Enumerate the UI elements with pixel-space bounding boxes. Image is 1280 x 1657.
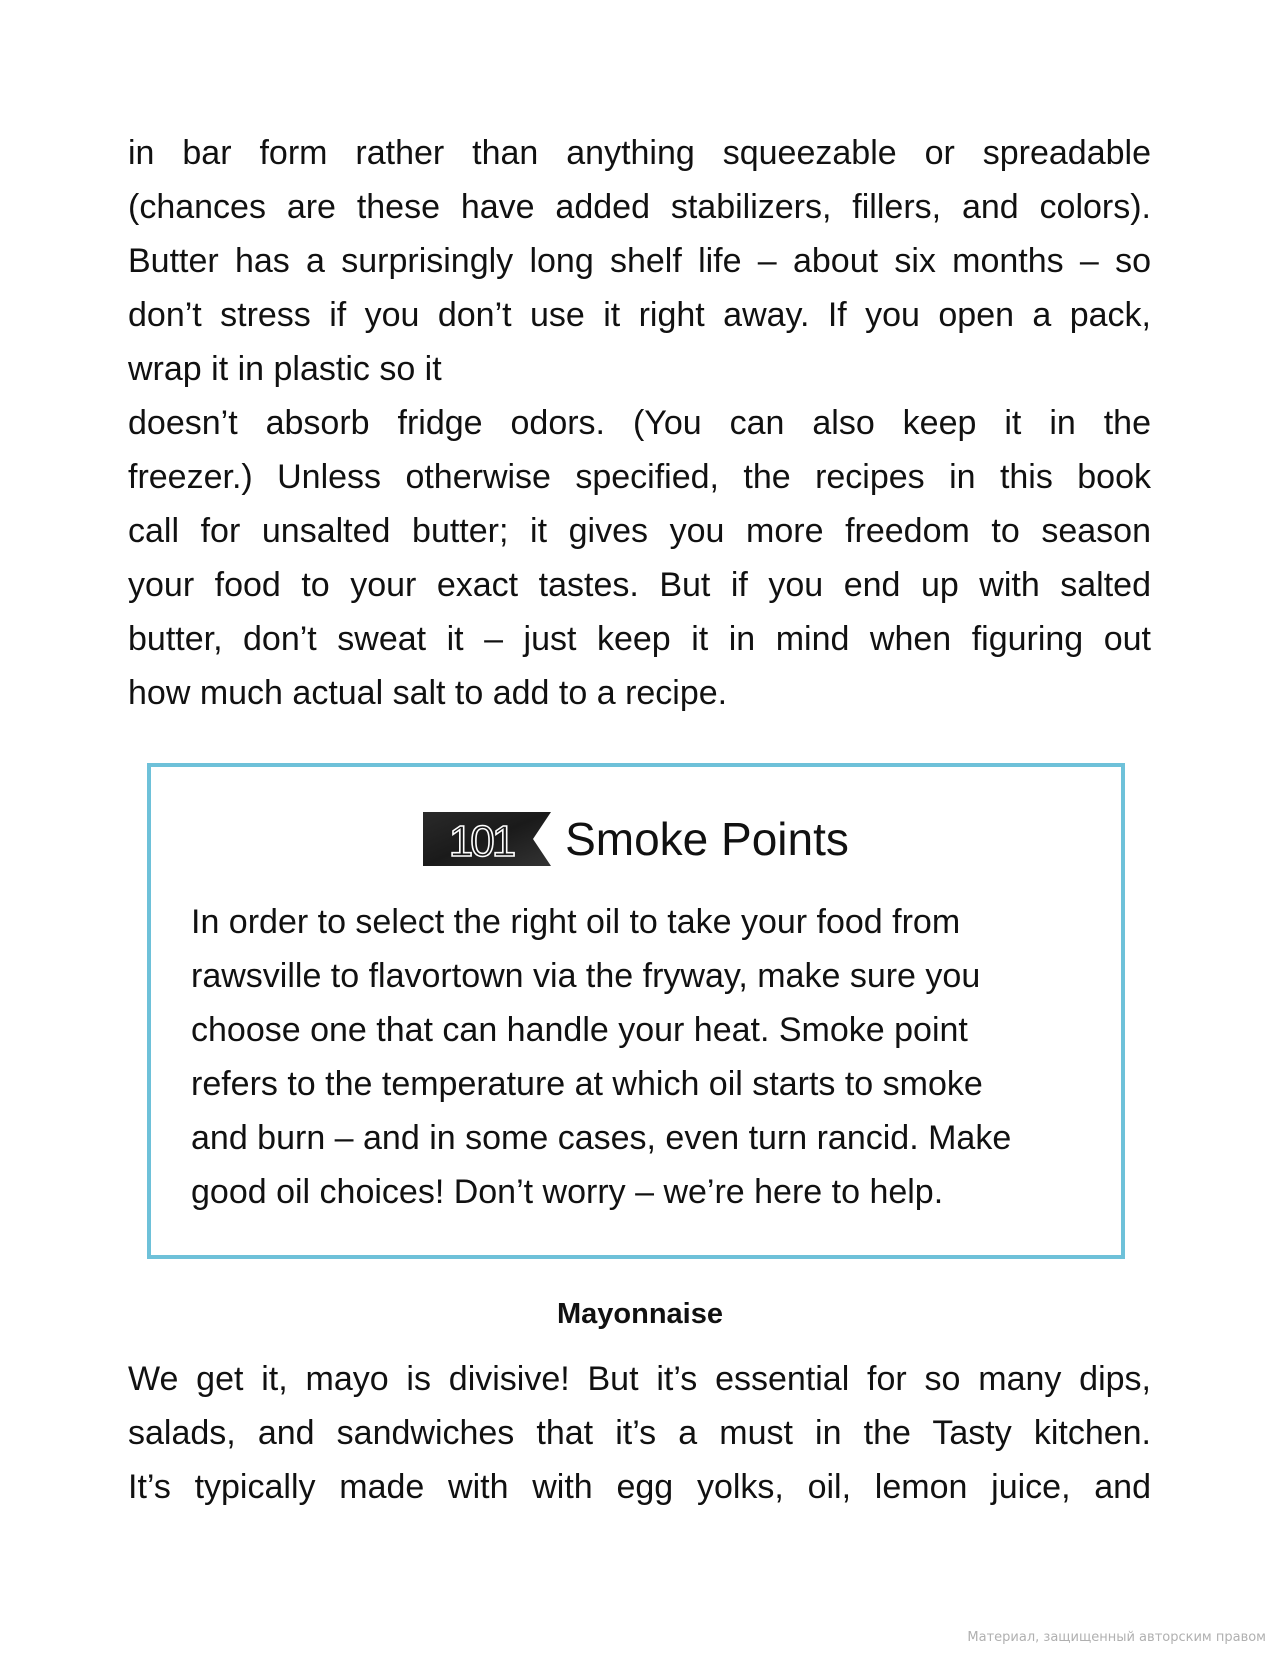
- copyright-watermark: Материал, защищенный авторским правом: [967, 1630, 1266, 1645]
- text-line: (chances are these have added stabilizers, fillers, and colors).: [128, 188, 1151, 226]
- section-heading: Mayonnaise: [557, 1298, 723, 1330]
- text-line: choose one that can handle your heat. Smoke point: [191, 1011, 968, 1049]
- sidebar-text: [191, 895, 1071, 1219]
- butter-paragraph: [128, 126, 1151, 720]
- 101-badge-icon: [423, 812, 551, 866]
- text-line: rawsville to flavortown via the fryway, make sure you: [191, 957, 981, 995]
- text-line: in bar form rather than anything squeezable or spreadable: [128, 134, 1151, 172]
- text-line: don’t stress if you don’t use it right away. If you open a pack,: [128, 296, 1151, 334]
- text-line: how much actual salt to add to a recipe.: [128, 674, 728, 712]
- text-line: We get it, mayo is divisive! But it’s essential for so many dips,: [128, 1360, 1151, 1398]
- text-line: salads, and sandwiches that it’s a must in the Tasty kitchen.: [128, 1414, 1151, 1452]
- smoke-points-sidebar: [147, 763, 1125, 1259]
- sidebar-heading: [151, 811, 1121, 867]
- text-line: In order to select the right oil to take your food from: [191, 903, 961, 941]
- text-line: freezer.) Unless otherwise specified, the recipes in this book: [128, 458, 1151, 496]
- text-line: refers to the temperature at which oil starts to smoke: [191, 1065, 983, 1103]
- text-line: wrap it in plastic so it: [128, 350, 442, 388]
- text-line: butter, don’t sweat it – just keep it in mind when figuring out: [128, 620, 1151, 658]
- text-line: and burn – and in some cases, even turn rancid. Make: [191, 1119, 1012, 1157]
- text-line: call for unsalted butter; it gives you more freedom to season: [128, 512, 1151, 550]
- sidebar-title: Smoke Points: [565, 813, 849, 865]
- text-line: It’s typically made with with egg yolks, oil, lemon juice, and: [128, 1468, 1151, 1506]
- text-line: good oil choices! Don’t worry – we’re here to help.: [191, 1173, 944, 1211]
- text-line: Butter has a surprisingly long shelf life – about six months – so: [128, 242, 1151, 280]
- mayonnaise-paragraph: [128, 1352, 1151, 1514]
- text-line: your food to your exact tastes. But if you end up with salted: [128, 566, 1151, 604]
- badge-number: 101: [448, 817, 514, 866]
- text-line: doesn’t absorb fridge odors. (You can also keep it in the: [128, 404, 1151, 442]
